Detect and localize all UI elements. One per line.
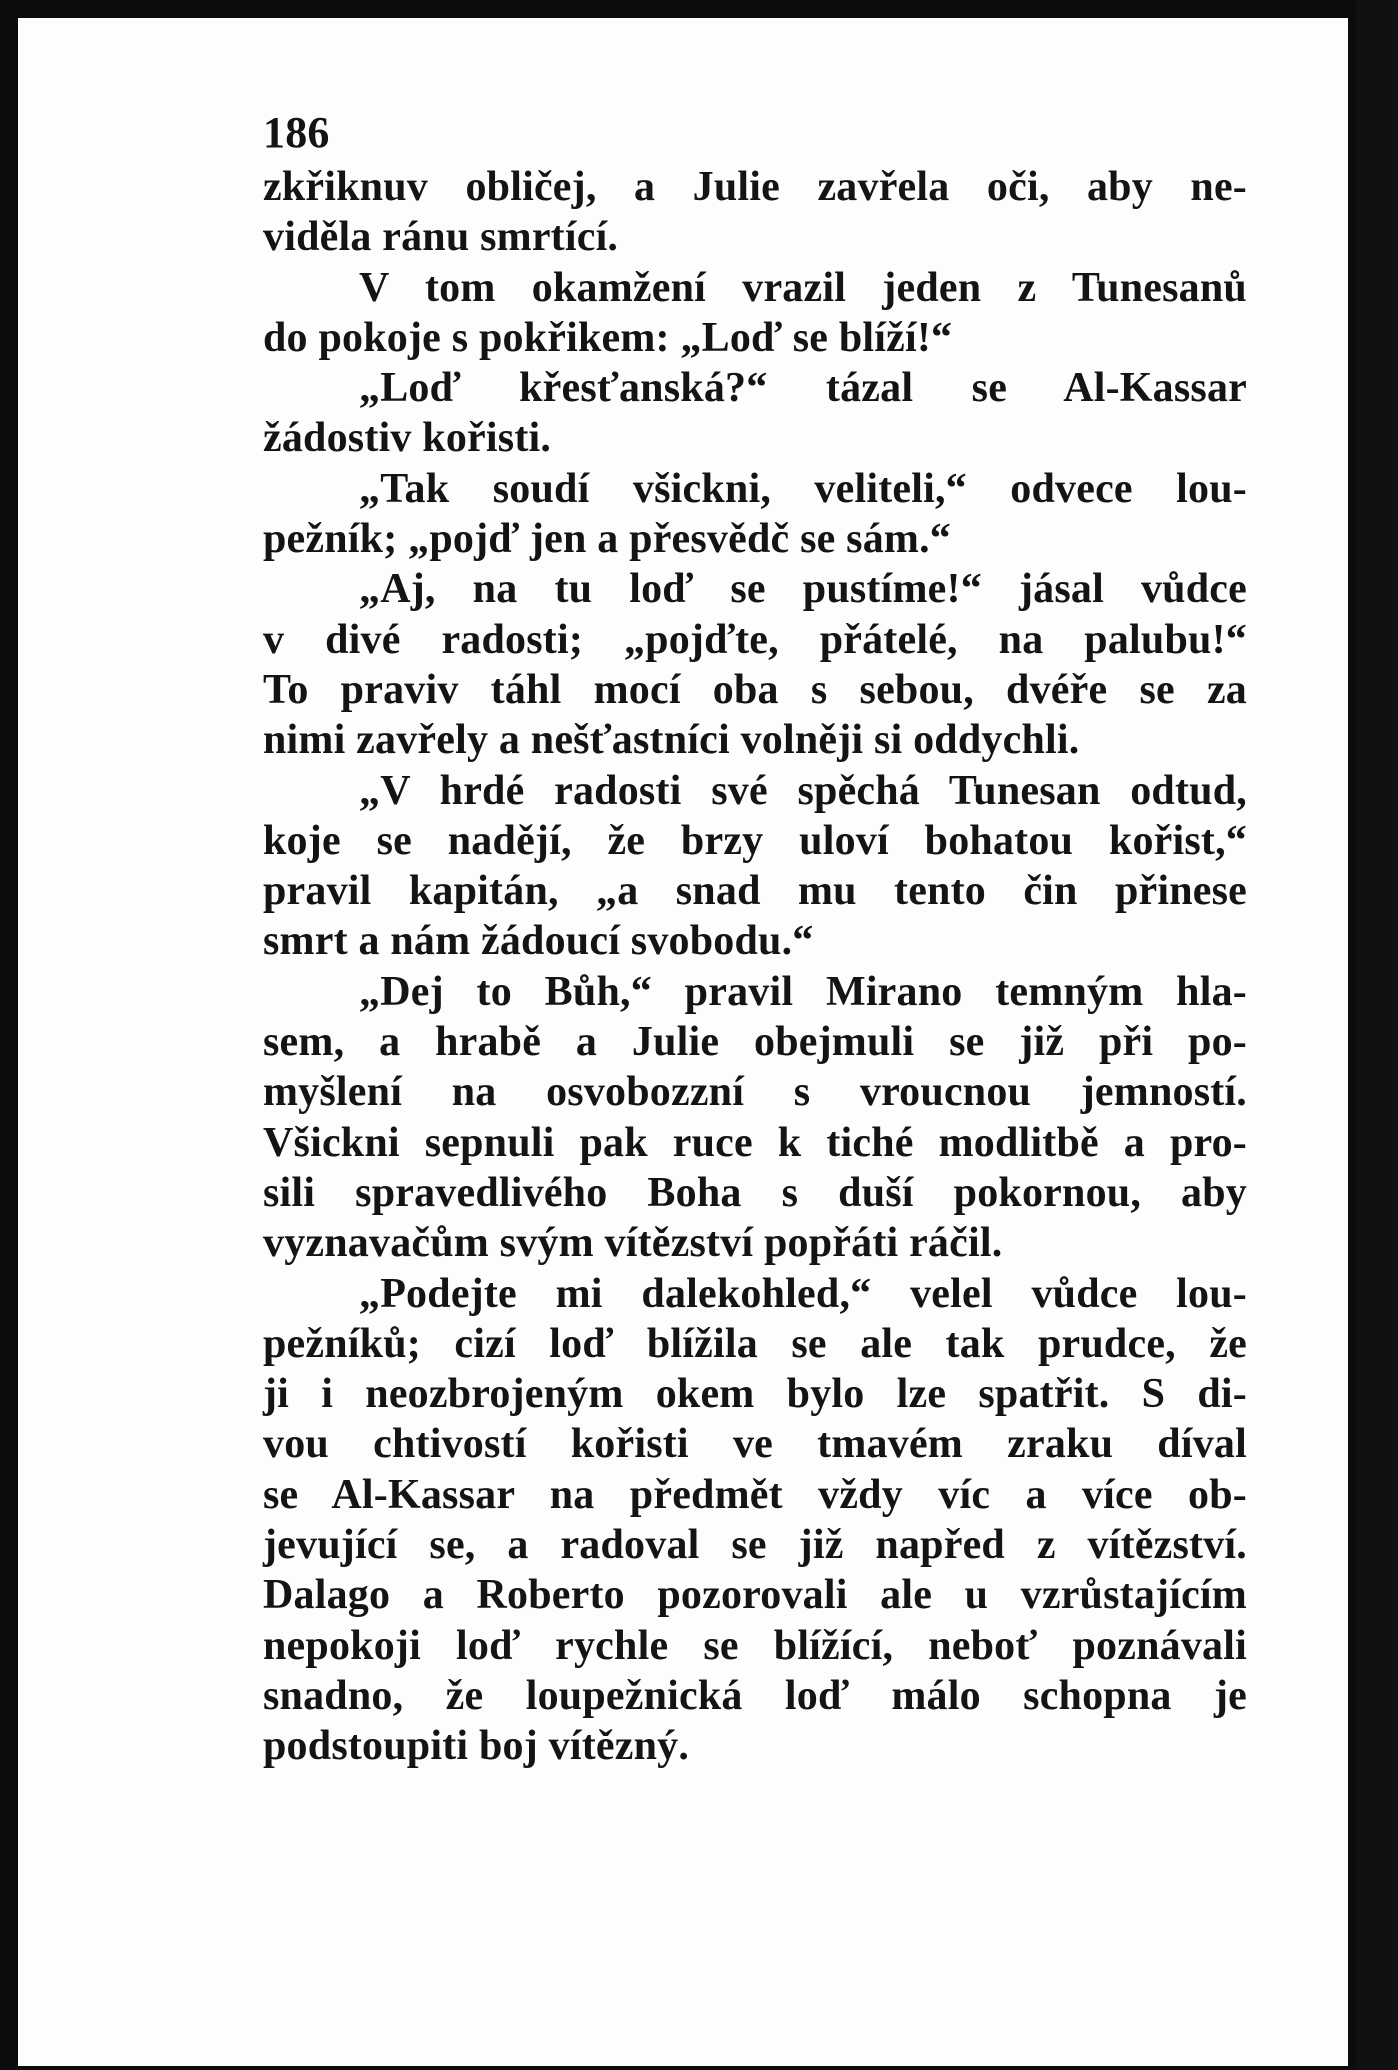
- text-line: „Tak soudí všickni, veliteli,“ odvece lou-: [359, 465, 1247, 512]
- text-line: sem, a hrabě a Julie obejmuli se již při po-: [263, 1019, 1247, 1066]
- text-line: ji i neozbrojeným okem bylo lze spatřit. S di-: [263, 1371, 1247, 1418]
- text-line: „Podejte mi dalekohled,“ velel vůdce lou-: [359, 1270, 1247, 1317]
- text-line: zkřiknuv obličej, a Julie zavřela oči, aby ne-: [263, 164, 1247, 210]
- body-text: [263, 162, 1247, 1772]
- text-line: podstoupiti boj vítězný.: [263, 1723, 690, 1770]
- text-block: [263, 108, 1247, 1770]
- text-line: vyznavačům svým vítězství popřáti ráčil.: [263, 1220, 1003, 1267]
- text-line: Všickni sepnuli pak ruce k tiché modlitbě a pro-: [263, 1119, 1247, 1166]
- binding-edge: [1356, 0, 1398, 2070]
- text-line: V tom okamžení vrazil jeden z Tunesanů: [359, 264, 1247, 311]
- text-line: sili spravedlivého Boha s duší pokornou, aby: [263, 1169, 1247, 1216]
- page-number: 186: [263, 108, 330, 157]
- text-line: viděla ránu smrtící.: [263, 214, 619, 261]
- text-line: snadno, že loupežnická loď málo schopna je: [263, 1672, 1247, 1719]
- text-line: „Loď křesťanská?“ tázal se Al-Kassar: [359, 365, 1247, 412]
- text-line: pravil kapitán, „a snad mu tento čin přinese: [263, 868, 1247, 915]
- text-line: do pokoje s pokřikem: „Loď se blíží!“: [263, 314, 953, 361]
- text-line: se Al-Kassar na předmět vždy víc a více ob-: [263, 1471, 1247, 1518]
- text-line: „V hrdé radosti své spěchá Tunesan odtud,: [359, 767, 1247, 814]
- text-line: žádostiv kořisti.: [263, 415, 552, 462]
- text-line: pežník; „pojď jen a přesvědč se sám.“: [263, 516, 951, 563]
- text-line: smrt a nám žádoucí svobodu.“: [263, 918, 814, 965]
- text-line: jevující se, a radoval se již napřed z vítězství.: [263, 1522, 1247, 1569]
- text-line: „Dej to Bůh,“ pravil Mirano temným hla-: [359, 968, 1247, 1015]
- text-line: pežníků; cizí loď blížila se ale tak prudce, že: [263, 1320, 1247, 1367]
- text-line: Dalago a Roberto pozorovali ale u vzrůstajícím: [263, 1572, 1247, 1619]
- text-line: nepokoji loď rychle se blížící, neboť poznávali: [263, 1622, 1247, 1669]
- text-line: vou chtivostí kořisti ve tmavém zraku díval: [263, 1421, 1247, 1468]
- text-line: v divé radosti; „pojďte, přátelé, na palubu!“: [263, 616, 1247, 663]
- text-line: nimi zavřely a nešťastníci volněji si oddychli.: [263, 717, 1080, 764]
- text-line: myšlení na osvobozzní s vroucnou jemností.: [263, 1069, 1247, 1116]
- text-line: „Aj, na tu loď se pustíme!“ jásal vůdce: [359, 566, 1247, 613]
- text-line: To praviv táhl mocí oba s sebou, dvéře se za: [263, 666, 1247, 713]
- book-page: [18, 18, 1348, 2066]
- text-line: koje se nadějí, že brzy uloví bohatou kořist,“: [263, 817, 1247, 864]
